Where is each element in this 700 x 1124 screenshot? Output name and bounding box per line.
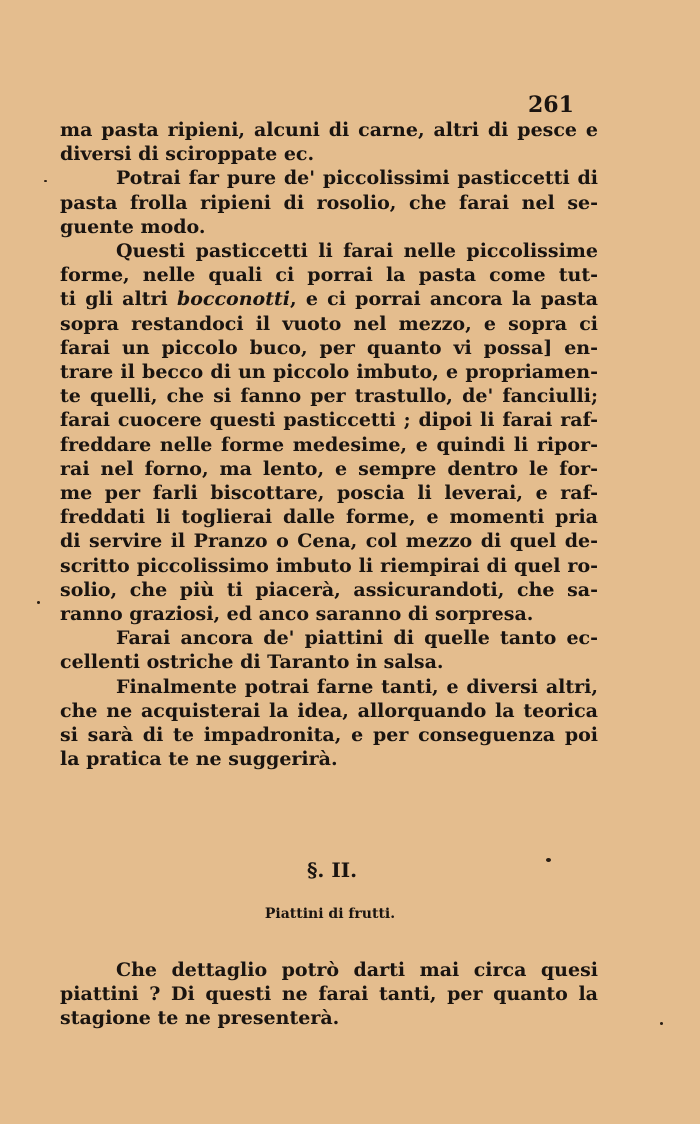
text-line: me per farli biscottare, poscia li leverai, e raf- [60, 482, 598, 505]
text-line: pasta frolla ripieni di rosolio, che farai nel se- [60, 191, 598, 214]
text-line: diversi di sciroppate ec. [60, 143, 315, 166]
text-line: ranno graziosi, ed anco saranno di sorpresa. [60, 603, 534, 626]
text-line: farai cuocere questi pasticcetti ; dipoi li farai raf- [60, 409, 598, 432]
text-line: si sarà di te impadronita, e per conseguenza poi [60, 724, 598, 747]
text-line: te quelli, che si fanno per trastullo, de' fanciulli; [60, 385, 598, 408]
text-line: farai un piccolo buco, per quanto vi possa] en- [60, 336, 598, 359]
text-line: freddare nelle forme medesime, e quindi li ripor- [60, 433, 598, 456]
text-line: rai nel forno, ma lento, e sempre dentro le for- [60, 457, 598, 480]
text-run: ti gli altri [60, 288, 177, 311]
text-line: solio, che più ti piacerà, assicurandoti, che sa- [60, 578, 598, 601]
print-speck [546, 858, 551, 862]
paragraph [60, 675, 598, 772]
print-speck [44, 180, 47, 182]
paragraph [60, 118, 598, 166]
text-line: Questi pasticcetti li farai nelle piccolissime [116, 240, 598, 263]
paragraph [60, 626, 598, 674]
text-line: freddati li toglierai dalle forme, e momenti pria [60, 506, 598, 529]
text-line: piattini ? Di questi ne farai tanti, per quanto la [60, 983, 598, 1006]
text-line: che ne acquisterai la idea, allorquando la teorica [60, 699, 598, 722]
body-text [60, 118, 598, 771]
text-line: la pratica te ne suggerirà. [60, 748, 338, 771]
text-line: ma pasta ripieni, alcuni di carne, altri di pesce e [60, 119, 598, 141]
text-line: Che dettaglio potrò darti mai circa quesi [116, 959, 598, 981]
text-line: stagione te ne presenterà. [60, 1007, 340, 1030]
section-body-text [60, 958, 598, 1031]
text-line: di servire il Pranzo o Cena, col mezzo di quel de- [60, 530, 598, 553]
text-line: scritto piccolissimo imbuto li riempirai di quel ro- [60, 554, 598, 577]
text-line: cellenti ostriche di Taranto in salsa. [60, 651, 444, 674]
text-line: Potrai far pure de' piccolissimi pasticcetti di [116, 167, 598, 190]
text-line: sopra restandoci il vuoto nel mezzo, e sopra ci [60, 312, 598, 335]
section-heading-text: §. II. [306, 858, 358, 882]
text-line: forme, nelle quali ci porrai la pasta come tut- [60, 264, 598, 287]
text-line: Finalmente potrai farne tanti, e diversi altri, [116, 675, 598, 698]
text-line-with-italic [60, 287, 598, 311]
paragraph [60, 239, 598, 626]
text-line: trare il becco di un piccolo imbuto, e propriamen- [60, 361, 598, 384]
italic-term: bocconotti [176, 288, 290, 311]
section-subheading [0, 906, 700, 922]
paragraph [60, 166, 598, 239]
page-number: 261 [528, 92, 574, 118]
print-speck [37, 601, 40, 604]
section-heading [0, 858, 700, 882]
text-line: Farai ancora de' piattini di quelle tanto ec- [116, 627, 598, 650]
section-subheading-text: Piattini di frutti. [264, 906, 396, 922]
text-line: guente modo. [60, 215, 206, 238]
text-run: , e ci porrai ancora la pasta [289, 288, 598, 311]
print-speck [660, 1022, 663, 1025]
